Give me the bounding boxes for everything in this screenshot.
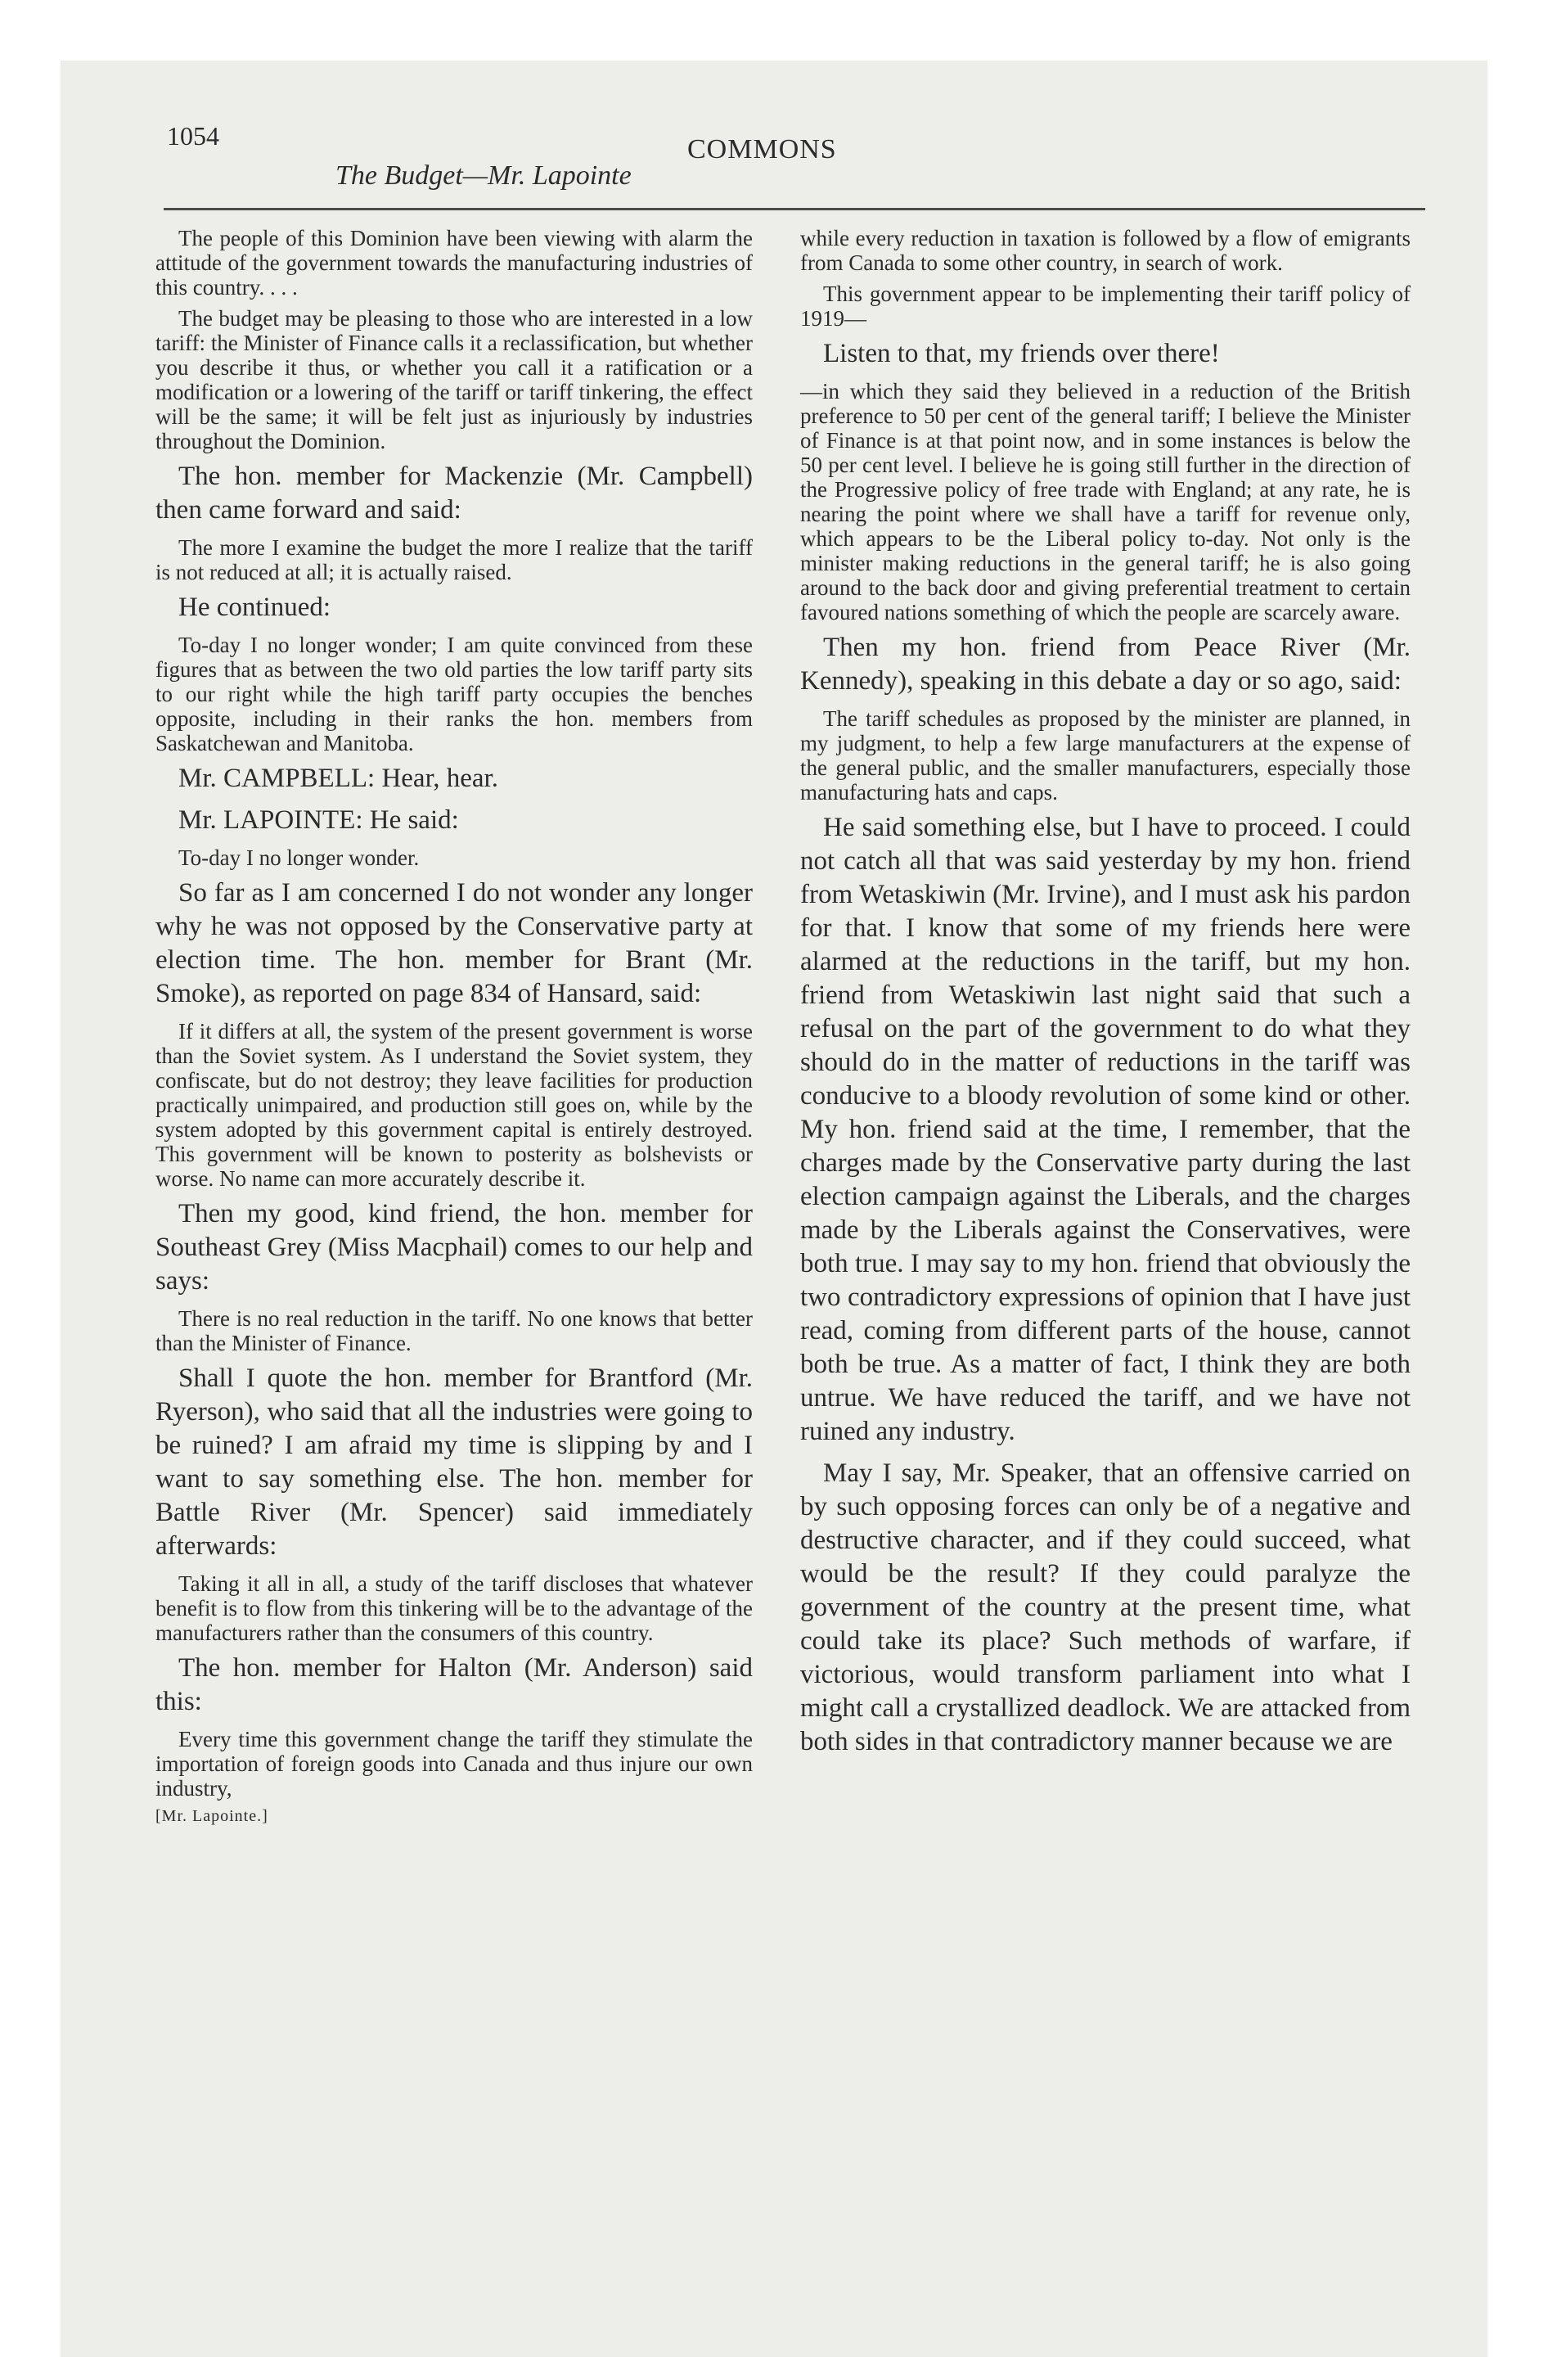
quoted-paragraph: There is no real reduction in the tariff. No one knows that better than the Minister of Finance. bbox=[155, 1306, 753, 1355]
speech-paragraph: Shall I quote the hon. member for Brantford (Mr. Ryerson), who said that all the industries were going to be ruined? I am afraid my time is slipping by and I want to say something else. The hon. member for Battle River (Mr. Spencer) said immediately afterwards: bbox=[155, 1364, 753, 1561]
quoted-paragraph: The budget may be pleasing to those who are interested in a low tariff: the Minister of Finance calls it a reclassification, but whether you describe it thus, or whether you call it a ratification or a modification or a lowering of the tariff or tariff tinkering, the effect will be the same; it will be felt just as injuriously by industries throughout the Dominion. bbox=[155, 306, 753, 453]
speaker-attribution: [Mr. Lapointe.] bbox=[155, 1807, 268, 1825]
page-number: 1054 bbox=[167, 121, 219, 151]
quoted-paragraph: The more I examine the budget the more I realize that the tariff is not reduced at all; it is actually raised. bbox=[155, 535, 753, 584]
speech-paragraph: Then my good, kind friend, the hon. member for Southeast Grey (Miss Macphail) comes to our help and says: bbox=[155, 1199, 753, 1296]
quoted-paragraph: To-day I no longer wonder. bbox=[178, 845, 420, 870]
speech-paragraph: May I say, Mr. Speaker, that an offensive carried on by such opposing forces can only be of a negative and destructive character, and if they could succeed, what would be the result? If they could paralyze the government of the country at the present time, what could take its place? Such methods of warfare, if victorious, would transform parliament into what I might call a crystallized deadlock. We are attacked from both sides in that contradictory manner because we are bbox=[800, 1458, 1411, 1756]
quoted-paragraph: This government appear to be implementing their tariff policy of 1919— bbox=[800, 282, 1411, 331]
quoted-paragraph: If it differs at all, the system of the present government is worse than the Soviet system. As I understand the Soviet system, they confiscate, but do not destroy; they leave facilities for production practically unimpaired, and production still goes on, while by the system adopted by this government capital is entirely destroyed. This government will be known to posterity as bolshevists or worse. No name can more accurately describe it. bbox=[155, 1019, 753, 1191]
speaker-line: Mr. LAPOINTE: He said: bbox=[178, 805, 459, 835]
speech-paragraph: He continued: bbox=[178, 593, 331, 622]
header-rule bbox=[164, 208, 1425, 210]
speech-paragraph: Listen to that, my friends over there! bbox=[823, 339, 1220, 368]
speech-paragraph: So far as I am concerned I do not wonder any longer why he was not opposed by the Conservative party at election time. The hon. member for Brant (Mr. Smoke), as reported on page 834 of Hansard, said: bbox=[155, 878, 753, 1008]
quoted-paragraph: Every time this government change the tariff they stimulate the importation of foreign goods into Canada and thus injure our own industry, bbox=[155, 1727, 753, 1801]
right-column bbox=[800, 226, 1411, 1767]
page-header bbox=[105, 115, 1414, 205]
section-title: COMMONS bbox=[687, 134, 837, 165]
quoted-paragraph: The tariff schedules as proposed by the minister are planned, in my judgment, to help a few large manufacturers at the expense of the general public, and the smaller manufacturers, especially those manufacturing hats and caps. bbox=[800, 706, 1411, 805]
speech-paragraph: He said something else, but I have to proceed. I could not catch all that was said yesterday by my hon. friend from Wetaskiwin (Mr. Irvine), and I must ask his pardon for that. I know that some of my friends here were alarmed at the reductions in the tariff, but my hon. friend from Wetaskiwin last night said that such a refusal on the part of the government to do what they should do in the matter of reductions in the tariff was conducive to a bloody revolution of some kind or other. My hon. friend said at the time, I remember, that the charges made by the Conservative party during the last election campaign against the Liberals, and the charges made by the Liberals against the Conservatives, were both true. I may say to my hon. friend that obviously the two contradictory expressions of opinion that I have just read, coming from different parts of the house, cannot both be true. As a matter of fact, I think they are both untrue. We have reduced the tariff, and we have not ruined any industry. bbox=[800, 813, 1411, 1446]
running-title: The Budget—Mr. Lapointe bbox=[335, 160, 632, 191]
quoted-paragraph: Taking it all in all, a study of the tariff discloses that whatever benefit is to flow from this tinkering will be to the advantage of the manufacturers rather than the consumers of this country. bbox=[155, 1571, 753, 1645]
speech-paragraph: Then my hon. friend from Peace River (Mr. Kennedy), speaking in this debate a day or so ago, said: bbox=[800, 633, 1411, 696]
left-column bbox=[155, 226, 753, 1826]
quoted-paragraph: To-day I no longer wonder; I am quite convinced from these figures that as between the two old parties the low tariff party sits to our right while the high tariff party occupies the benches opposite, including in their ranks the hon. members from Saskatchewan and Manitoba. bbox=[155, 633, 753, 755]
quoted-paragraph: while every reduction in taxation is followed by a flow of emigrants from Canada to some other country, in search of work. bbox=[800, 226, 1411, 275]
speech-paragraph: The hon. member for Mackenzie (Mr. Campbell) then came forward and said: bbox=[155, 462, 753, 525]
quoted-paragraph: —in which they said they believed in a reduction of the British preference to 50 per cent of the general tariff; I believe the Minister of Finance is at that point now, and in some instances is below the 50 per cent level. I believe he is going still further in the direction of the Progressive policy of free trade with England; at any rate, he is nearing the point where we shall have a tariff for revenue only, which appears to be the Liberal policy to-day. Not only is the minister making reductions in the general tariff; he is also going around to the back door and giving preferential treatment to certain favoured nations something of which the people are scarcely aware. bbox=[800, 379, 1411, 624]
quoted-paragraph: The people of this Dominion have been viewing with alarm the attitude of the government towards the manufacturing industries of this country. . . . bbox=[155, 226, 753, 300]
speech-paragraph: The hon. member for Halton (Mr. Anderson) said this: bbox=[155, 1653, 753, 1716]
speaker-line: Mr. CAMPBELL: Hear, hear. bbox=[178, 764, 498, 793]
